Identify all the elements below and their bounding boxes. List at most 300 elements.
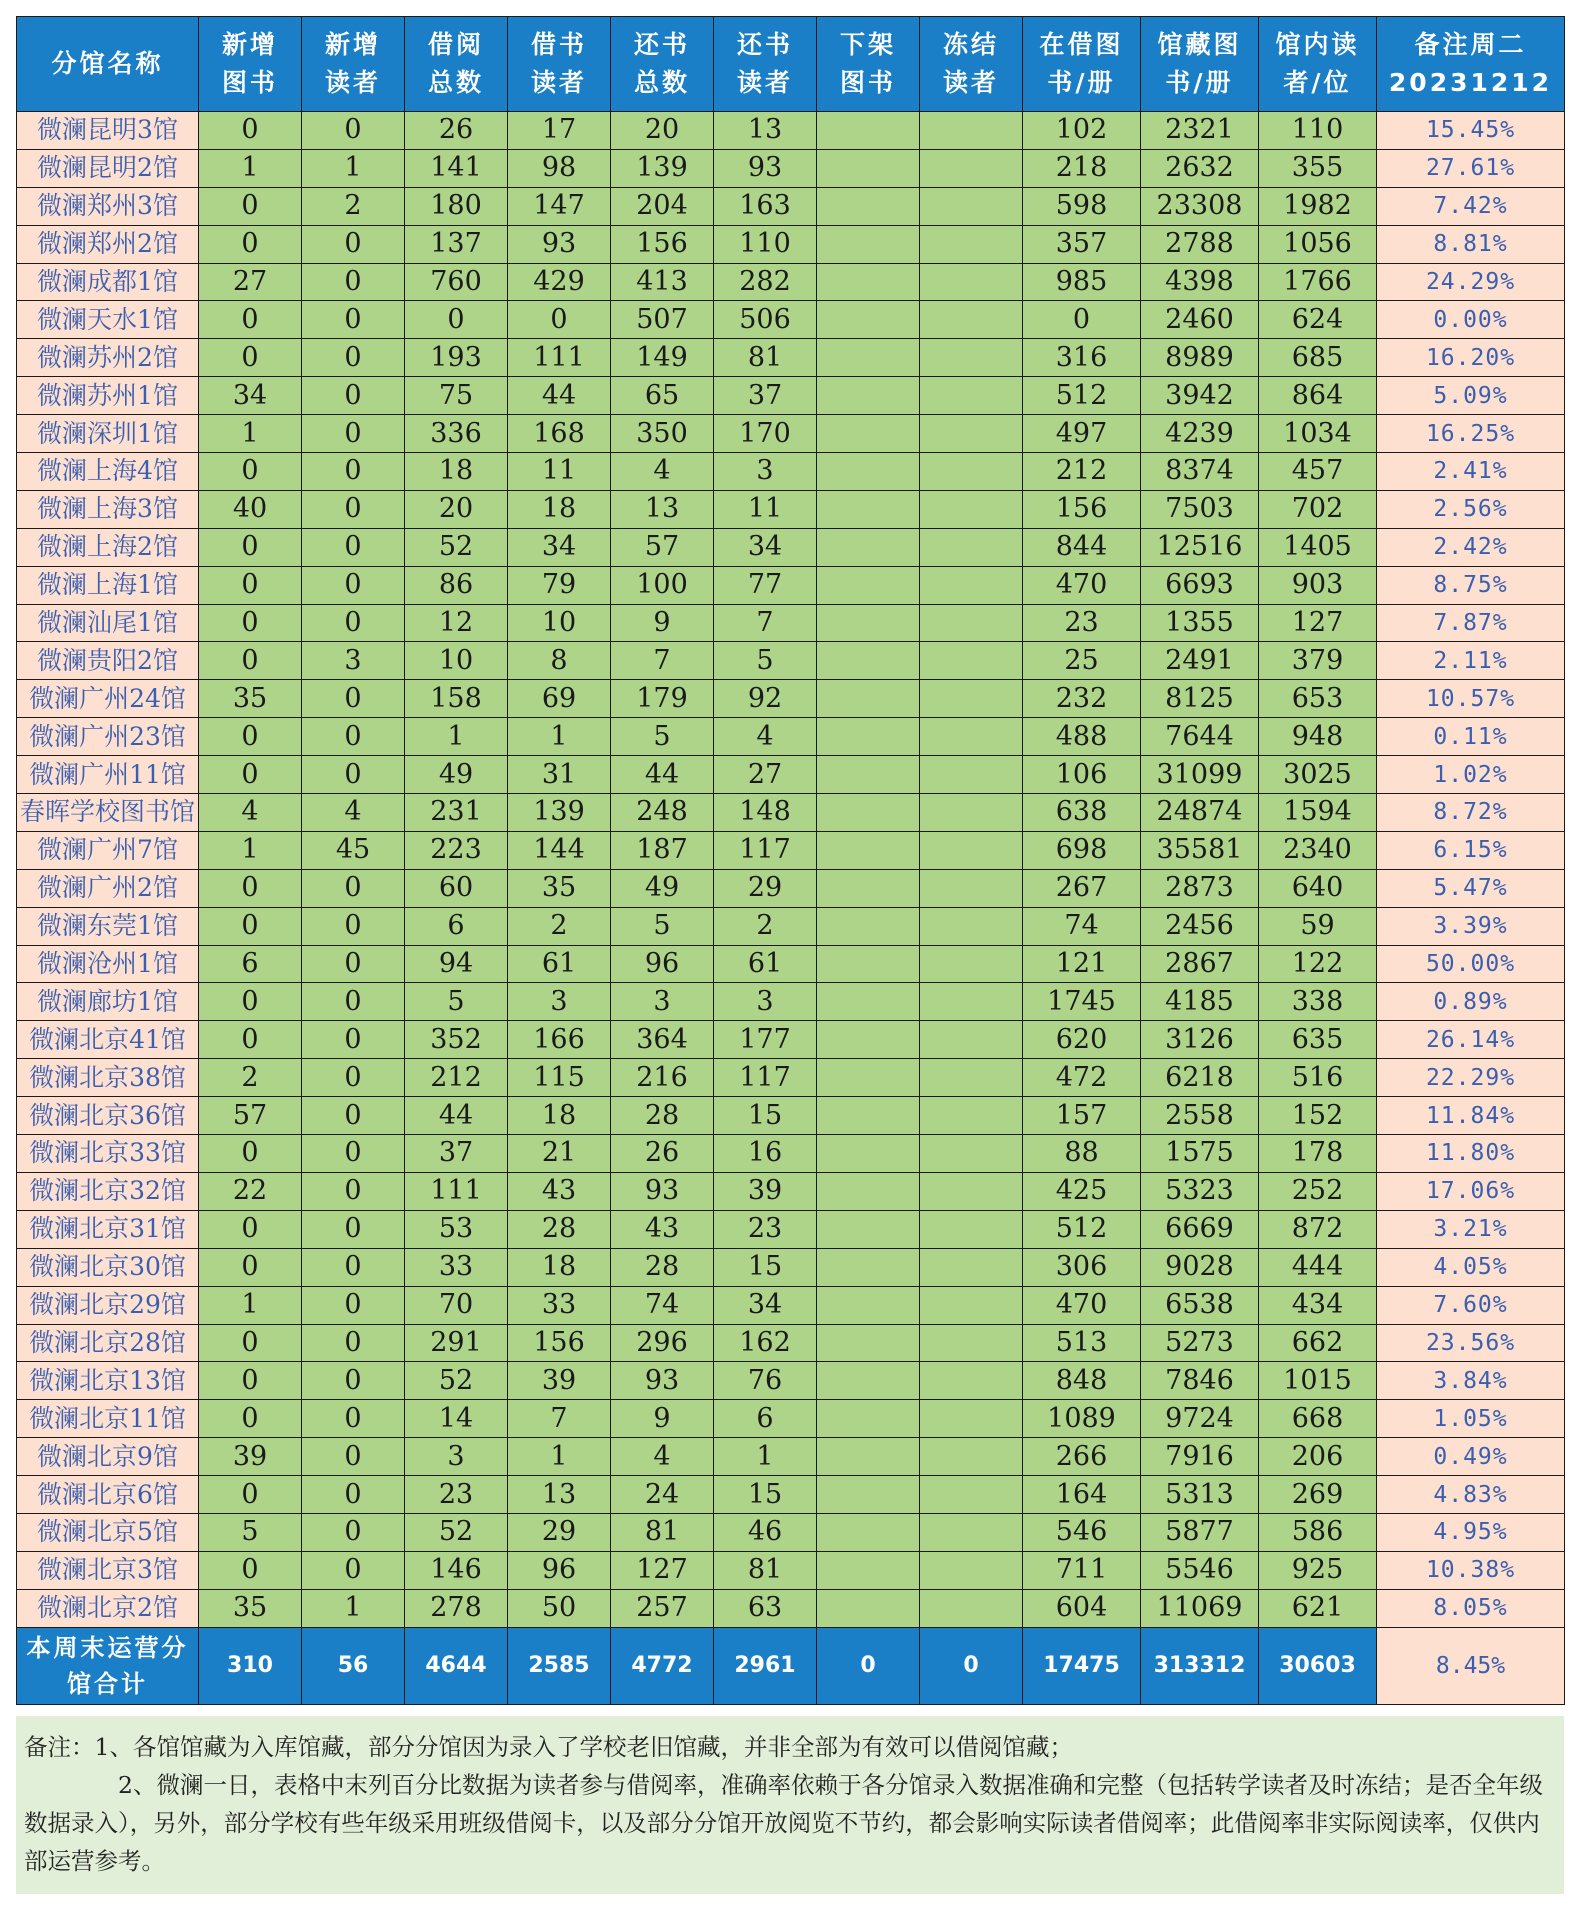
cell-new-readers: 0 <box>302 1286 405 1324</box>
cell-branch-name: 微澜汕尾1馆 <box>17 604 199 642</box>
cell-borrowing-readers: 168 <box>508 415 611 453</box>
cell-readers: 1015 <box>1259 1362 1377 1400</box>
cell-borrowing-readers: 31 <box>508 756 611 794</box>
cell-borrowing-readers: 166 <box>508 1021 611 1059</box>
cell-new-readers: 0 <box>302 1362 405 1400</box>
cell-new-readers: 0 <box>302 112 405 150</box>
cell-new-books: 0 <box>199 983 302 1021</box>
cell-borrow-rate: 22.29% <box>1377 1059 1565 1097</box>
cell-books-on-loan: 620 <box>1023 1021 1141 1059</box>
cell-total-borrows: 231 <box>405 794 508 832</box>
cell-readers: 1594 <box>1259 794 1377 832</box>
cell-total-borrows: 94 <box>405 945 508 983</box>
cell-total-borrows: 33 <box>405 1248 508 1286</box>
cell-returning-readers: 27 <box>714 756 817 794</box>
cell-new-readers: 0 <box>302 1059 405 1097</box>
cell-returning-readers: 117 <box>714 831 817 869</box>
cell-borrow-rate: 2.41% <box>1377 453 1565 491</box>
cell-removed-books <box>817 1097 920 1135</box>
cell-new-books: 0 <box>199 1210 302 1248</box>
cell-total-borrows: 18 <box>405 453 508 491</box>
header-frozen-readers: 冻结 读者 <box>920 17 1023 112</box>
table-row <box>17 112 1565 150</box>
cell-borrow-rate: 10.57% <box>1377 680 1565 718</box>
cell-frozen-readers <box>920 983 1023 1021</box>
cell-collection: 3942 <box>1141 377 1259 415</box>
cell-borrowing-readers: 44 <box>508 377 611 415</box>
table-row <box>17 187 1565 225</box>
cell-readers: 59 <box>1259 907 1377 945</box>
cell-borrow-rate: 27.61% <box>1377 149 1565 187</box>
cell-new-books: 0 <box>199 718 302 756</box>
cell-collection: 2321 <box>1141 112 1259 150</box>
total-removed-books: 0 <box>817 1627 920 1704</box>
cell-total-borrows: 180 <box>405 187 508 225</box>
header-readers: 馆内读 者/位 <box>1259 17 1377 112</box>
cell-readers: 444 <box>1259 1248 1377 1286</box>
cell-frozen-readers <box>920 415 1023 453</box>
cell-total-returns: 216 <box>611 1059 714 1097</box>
cell-readers: 3025 <box>1259 756 1377 794</box>
table-row <box>17 1513 1565 1551</box>
cell-new-readers: 0 <box>302 1172 405 1210</box>
cell-borrow-rate: 10.38% <box>1377 1551 1565 1589</box>
cell-books-on-loan: 306 <box>1023 1248 1141 1286</box>
cell-new-readers: 0 <box>302 1438 405 1476</box>
cell-books-on-loan: 470 <box>1023 1286 1141 1324</box>
header-returning-readers: 还书 读者 <box>714 17 817 112</box>
cell-total-borrows: 37 <box>405 1135 508 1173</box>
cell-books-on-loan: 164 <box>1023 1476 1141 1514</box>
cell-borrow-rate: 3.39% <box>1377 907 1565 945</box>
notes-box <box>16 1716 1564 1894</box>
cell-total-borrows: 3 <box>405 1438 508 1476</box>
cell-new-books: 4 <box>199 794 302 832</box>
header-new-books: 新增 图书 <box>199 17 302 112</box>
total-collection: 313312 <box>1141 1627 1259 1704</box>
cell-removed-books <box>817 1172 920 1210</box>
cell-new-readers: 0 <box>302 1210 405 1248</box>
cell-branch-name: 春晖学校图书馆 <box>17 794 199 832</box>
cell-new-books: 0 <box>199 112 302 150</box>
cell-books-on-loan: 88 <box>1023 1135 1141 1173</box>
table-row <box>17 1324 1565 1362</box>
cell-total-returns: 149 <box>611 339 714 377</box>
cell-books-on-loan: 212 <box>1023 453 1141 491</box>
cell-branch-name: 微澜广州7馆 <box>17 831 199 869</box>
cell-removed-books <box>817 1513 920 1551</box>
cell-returning-readers: 4 <box>714 718 817 756</box>
cell-total-borrows: 52 <box>405 1513 508 1551</box>
cell-removed-books <box>817 1589 920 1627</box>
cell-borrowing-readers: 156 <box>508 1324 611 1362</box>
cell-new-readers: 0 <box>302 415 405 453</box>
cell-branch-name: 微澜昆明2馆 <box>17 149 199 187</box>
cell-books-on-loan: 74 <box>1023 907 1141 945</box>
cell-borrow-rate: 26.14% <box>1377 1021 1565 1059</box>
table-row <box>17 794 1565 832</box>
cell-collection: 9028 <box>1141 1248 1259 1286</box>
cell-removed-books <box>817 112 920 150</box>
cell-total-borrows: 158 <box>405 680 508 718</box>
cell-returning-readers: 92 <box>714 680 817 718</box>
cell-borrow-rate: 6.15% <box>1377 831 1565 869</box>
cell-books-on-loan: 470 <box>1023 566 1141 604</box>
cell-total-borrows: 23 <box>405 1476 508 1514</box>
cell-books-on-loan: 604 <box>1023 1589 1141 1627</box>
cell-branch-name: 微澜东莞1馆 <box>17 907 199 945</box>
cell-new-readers: 0 <box>302 225 405 263</box>
cell-total-returns: 49 <box>611 869 714 907</box>
cell-books-on-loan: 985 <box>1023 263 1141 301</box>
cell-books-on-loan: 497 <box>1023 415 1141 453</box>
cell-total-returns: 93 <box>611 1172 714 1210</box>
cell-branch-name: 微澜上海2馆 <box>17 528 199 566</box>
cell-new-readers: 0 <box>302 718 405 756</box>
cell-total-borrows: 49 <box>405 756 508 794</box>
cell-readers: 516 <box>1259 1059 1377 1097</box>
cell-removed-books <box>817 528 920 566</box>
table-row <box>17 983 1565 1021</box>
cell-collection: 8374 <box>1141 453 1259 491</box>
cell-removed-books <box>817 756 920 794</box>
cell-new-readers: 0 <box>302 1513 405 1551</box>
cell-total-borrows: 20 <box>405 490 508 528</box>
cell-total-returns: 26 <box>611 1135 714 1173</box>
cell-new-readers: 0 <box>302 1097 405 1135</box>
cell-frozen-readers <box>920 1172 1023 1210</box>
cell-borrow-rate: 15.45% <box>1377 112 1565 150</box>
cell-frozen-readers <box>920 1551 1023 1589</box>
cell-new-readers: 3 <box>302 642 405 680</box>
cell-new-books: 35 <box>199 680 302 718</box>
cell-removed-books <box>817 604 920 642</box>
cell-borrowing-readers: 34 <box>508 528 611 566</box>
cell-total-borrows: 212 <box>405 1059 508 1097</box>
cell-books-on-loan: 121 <box>1023 945 1141 983</box>
cell-branch-name: 微澜北京5馆 <box>17 1513 199 1551</box>
cell-new-readers: 0 <box>302 756 405 794</box>
cell-borrow-rate: 4.05% <box>1377 1248 1565 1286</box>
cell-collection: 7644 <box>1141 718 1259 756</box>
cell-total-borrows: 291 <box>405 1324 508 1362</box>
cell-returning-readers: 117 <box>714 1059 817 1097</box>
cell-new-readers: 0 <box>302 1135 405 1173</box>
table-row <box>17 415 1565 453</box>
header-new-readers: 新增 读者 <box>302 17 405 112</box>
cell-new-books: 0 <box>199 1476 302 1514</box>
total-frozen-readers: 0 <box>920 1627 1023 1704</box>
cell-returning-readers: 5 <box>714 642 817 680</box>
total-borrowing-readers: 2585 <box>508 1627 611 1704</box>
cell-removed-books <box>817 869 920 907</box>
cell-branch-name: 微澜郑州3馆 <box>17 187 199 225</box>
cell-branch-name: 微澜北京3馆 <box>17 1551 199 1589</box>
cell-branch-name: 微澜北京13馆 <box>17 1362 199 1400</box>
cell-borrowing-readers: 35 <box>508 869 611 907</box>
cell-frozen-readers <box>920 225 1023 263</box>
table-row <box>17 453 1565 491</box>
cell-returning-readers: 110 <box>714 225 817 263</box>
table-body <box>17 112 1565 1628</box>
cell-total-borrows: 52 <box>405 1362 508 1400</box>
cell-books-on-loan: 267 <box>1023 869 1141 907</box>
table-row <box>17 604 1565 642</box>
table-row <box>17 1286 1565 1324</box>
cell-books-on-loan: 357 <box>1023 225 1141 263</box>
cell-total-returns: 93 <box>611 1362 714 1400</box>
cell-new-readers: 0 <box>302 490 405 528</box>
cell-total-returns: 127 <box>611 1551 714 1589</box>
cell-new-books: 27 <box>199 263 302 301</box>
cell-borrowing-readers: 50 <box>508 1589 611 1627</box>
cell-branch-name: 微澜廊坊1馆 <box>17 983 199 1021</box>
cell-borrow-rate: 7.87% <box>1377 604 1565 642</box>
cell-branch-name: 微澜北京32馆 <box>17 1172 199 1210</box>
cell-removed-books <box>817 566 920 604</box>
cell-borrow-rate: 5.47% <box>1377 869 1565 907</box>
cell-total-borrows: 10 <box>405 642 508 680</box>
cell-readers: 1056 <box>1259 225 1377 263</box>
cell-new-readers: 0 <box>302 1476 405 1514</box>
cell-readers: 434 <box>1259 1286 1377 1324</box>
cell-returning-readers: 76 <box>714 1362 817 1400</box>
cell-borrow-rate: 50.00% <box>1377 945 1565 983</box>
cell-readers: 685 <box>1259 339 1377 377</box>
table-row <box>17 263 1565 301</box>
cell-new-readers: 0 <box>302 869 405 907</box>
table-row <box>17 528 1565 566</box>
cell-new-readers: 0 <box>302 339 405 377</box>
cell-returning-readers: 34 <box>714 528 817 566</box>
cell-returning-readers: 162 <box>714 1324 817 1362</box>
table-row <box>17 1248 1565 1286</box>
table-header <box>17 17 1565 112</box>
cell-new-readers: 0 <box>302 604 405 642</box>
cell-returning-readers: 29 <box>714 869 817 907</box>
cell-readers: 668 <box>1259 1400 1377 1438</box>
cell-borrowing-readers: 18 <box>508 1097 611 1135</box>
cell-total-returns: 65 <box>611 377 714 415</box>
cell-readers: 624 <box>1259 301 1377 339</box>
cell-total-borrows: 60 <box>405 869 508 907</box>
cell-branch-name: 微澜郑州2馆 <box>17 225 199 263</box>
cell-frozen-readers <box>920 1513 1023 1551</box>
cell-returning-readers: 15 <box>714 1248 817 1286</box>
cell-new-readers: 1 <box>302 149 405 187</box>
cell-new-books: 0 <box>199 604 302 642</box>
cell-new-books: 0 <box>199 225 302 263</box>
cell-total-borrows: 111 <box>405 1172 508 1210</box>
cell-returning-readers: 6 <box>714 1400 817 1438</box>
cell-borrowing-readers: 61 <box>508 945 611 983</box>
cell-returning-readers: 3 <box>714 983 817 1021</box>
cell-total-returns: 74 <box>611 1286 714 1324</box>
cell-total-returns: 139 <box>611 149 714 187</box>
cell-branch-name: 微澜北京29馆 <box>17 1286 199 1324</box>
cell-frozen-readers <box>920 112 1023 150</box>
cell-total-returns: 44 <box>611 756 714 794</box>
cell-frozen-readers <box>920 1476 1023 1514</box>
cell-borrowing-readers: 1 <box>508 1438 611 1476</box>
cell-new-books: 0 <box>199 1021 302 1059</box>
cell-total-returns: 9 <box>611 604 714 642</box>
cell-borrow-rate: 1.05% <box>1377 1400 1565 1438</box>
cell-collection: 6538 <box>1141 1286 1259 1324</box>
cell-new-books: 0 <box>199 756 302 794</box>
cell-total-returns: 5 <box>611 907 714 945</box>
cell-returning-readers: 16 <box>714 1135 817 1173</box>
cell-borrow-rate: 16.25% <box>1377 415 1565 453</box>
cell-readers: 653 <box>1259 680 1377 718</box>
cell-total-borrows: 1 <box>405 718 508 756</box>
cell-new-readers: 45 <box>302 831 405 869</box>
cell-total-borrows: 12 <box>405 604 508 642</box>
cell-collection: 4398 <box>1141 263 1259 301</box>
cell-readers: 110 <box>1259 112 1377 150</box>
cell-collection: 2491 <box>1141 642 1259 680</box>
cell-branch-name: 微澜北京41馆 <box>17 1021 199 1059</box>
table-row <box>17 149 1565 187</box>
cell-removed-books <box>817 149 920 187</box>
table-row <box>17 339 1565 377</box>
cell-borrowing-readers: 0 <box>508 301 611 339</box>
cell-returning-readers: 7 <box>714 604 817 642</box>
cell-new-books: 0 <box>199 566 302 604</box>
cell-readers: 1766 <box>1259 263 1377 301</box>
cell-readers: 1982 <box>1259 187 1377 225</box>
cell-readers: 635 <box>1259 1021 1377 1059</box>
cell-frozen-readers <box>920 1059 1023 1097</box>
cell-total-borrows: 146 <box>405 1551 508 1589</box>
table-row <box>17 490 1565 528</box>
cell-books-on-loan: 232 <box>1023 680 1141 718</box>
cell-total-returns: 13 <box>611 490 714 528</box>
cell-total-borrows: 6 <box>405 907 508 945</box>
cell-new-books: 0 <box>199 339 302 377</box>
cell-books-on-loan: 23 <box>1023 604 1141 642</box>
cell-new-readers: 0 <box>302 680 405 718</box>
cell-books-on-loan: 598 <box>1023 187 1141 225</box>
cell-collection: 2632 <box>1141 149 1259 187</box>
cell-total-borrows: 5 <box>405 983 508 1021</box>
cell-borrowing-readers: 18 <box>508 1248 611 1286</box>
total-books-on-loan: 17475 <box>1023 1627 1141 1704</box>
cell-borrowing-readers: 11 <box>508 453 611 491</box>
cell-collection: 24874 <box>1141 794 1259 832</box>
table-row <box>17 301 1565 339</box>
cell-returning-readers: 81 <box>714 339 817 377</box>
cell-removed-books <box>817 1362 920 1400</box>
cell-removed-books <box>817 642 920 680</box>
cell-returning-readers: 13 <box>714 112 817 150</box>
cell-new-books: 57 <box>199 1097 302 1135</box>
cell-new-readers: 0 <box>302 263 405 301</box>
cell-total-returns: 296 <box>611 1324 714 1362</box>
cell-books-on-loan: 0 <box>1023 301 1141 339</box>
cell-frozen-readers <box>920 1589 1023 1627</box>
table-row <box>17 1172 1565 1210</box>
cell-readers: 206 <box>1259 1438 1377 1476</box>
table-row <box>17 1362 1565 1400</box>
cell-books-on-loan: 157 <box>1023 1097 1141 1135</box>
cell-total-returns: 4 <box>611 1438 714 1476</box>
cell-total-borrows: 336 <box>405 415 508 453</box>
cell-new-readers: 0 <box>302 566 405 604</box>
cell-frozen-readers <box>920 1135 1023 1173</box>
cell-new-readers: 0 <box>302 983 405 1021</box>
cell-total-borrows: 70 <box>405 1286 508 1324</box>
cell-collection: 2460 <box>1141 301 1259 339</box>
table-row <box>17 1135 1565 1173</box>
total-returns: 4772 <box>611 1627 714 1704</box>
cell-borrowing-readers: 69 <box>508 680 611 718</box>
header-books-on-loan: 在借图 书/册 <box>1023 17 1141 112</box>
cell-borrow-rate: 7.42% <box>1377 187 1565 225</box>
cell-borrowing-readers: 1 <box>508 718 611 756</box>
cell-removed-books <box>817 831 920 869</box>
cell-removed-books <box>817 453 920 491</box>
cell-frozen-readers <box>920 490 1023 528</box>
cell-returning-readers: 1 <box>714 1438 817 1476</box>
cell-borrow-rate: 8.72% <box>1377 794 1565 832</box>
cell-borrow-rate: 11.84% <box>1377 1097 1565 1135</box>
cell-removed-books <box>817 1210 920 1248</box>
cell-books-on-loan: 844 <box>1023 528 1141 566</box>
cell-new-books: 34 <box>199 377 302 415</box>
cell-frozen-readers <box>920 339 1023 377</box>
cell-new-readers: 1 <box>302 1589 405 1627</box>
cell-removed-books <box>817 377 920 415</box>
cell-frozen-readers <box>920 642 1023 680</box>
cell-new-readers: 4 <box>302 794 405 832</box>
cell-branch-name: 微澜北京33馆 <box>17 1135 199 1173</box>
cell-readers: 252 <box>1259 1172 1377 1210</box>
cell-collection: 6669 <box>1141 1210 1259 1248</box>
cell-borrowing-readers: 39 <box>508 1362 611 1400</box>
cell-collection: 4239 <box>1141 415 1259 453</box>
cell-new-readers: 0 <box>302 945 405 983</box>
cell-borrowing-readers: 115 <box>508 1059 611 1097</box>
cell-frozen-readers <box>920 1324 1023 1362</box>
cell-branch-name: 微澜深圳1馆 <box>17 415 199 453</box>
cell-removed-books <box>817 718 920 756</box>
cell-books-on-loan: 472 <box>1023 1059 1141 1097</box>
cell-borrowing-readers: 8 <box>508 642 611 680</box>
cell-new-books: 0 <box>199 187 302 225</box>
cell-borrow-rate: 23.56% <box>1377 1324 1565 1362</box>
cell-new-books: 0 <box>199 1400 302 1438</box>
cell-collection: 6693 <box>1141 566 1259 604</box>
cell-new-books: 0 <box>199 1551 302 1589</box>
cell-total-borrows: 86 <box>405 566 508 604</box>
cell-new-books: 0 <box>199 528 302 566</box>
cell-total-borrows: 44 <box>405 1097 508 1135</box>
cell-removed-books <box>817 415 920 453</box>
cell-books-on-loan: 638 <box>1023 794 1141 832</box>
cell-branch-name: 微澜天水1馆 <box>17 301 199 339</box>
cell-removed-books <box>817 1438 920 1476</box>
cell-borrowing-readers: 18 <box>508 490 611 528</box>
total-returning-readers: 2961 <box>714 1627 817 1704</box>
cell-collection: 8125 <box>1141 680 1259 718</box>
header-branch-name: 分馆名称 <box>17 17 199 112</box>
cell-branch-name: 微澜北京11馆 <box>17 1400 199 1438</box>
cell-borrow-rate: 3.84% <box>1377 1362 1565 1400</box>
cell-new-readers: 0 <box>302 453 405 491</box>
cell-collection: 1355 <box>1141 604 1259 642</box>
cell-borrowing-readers: 3 <box>508 983 611 1021</box>
